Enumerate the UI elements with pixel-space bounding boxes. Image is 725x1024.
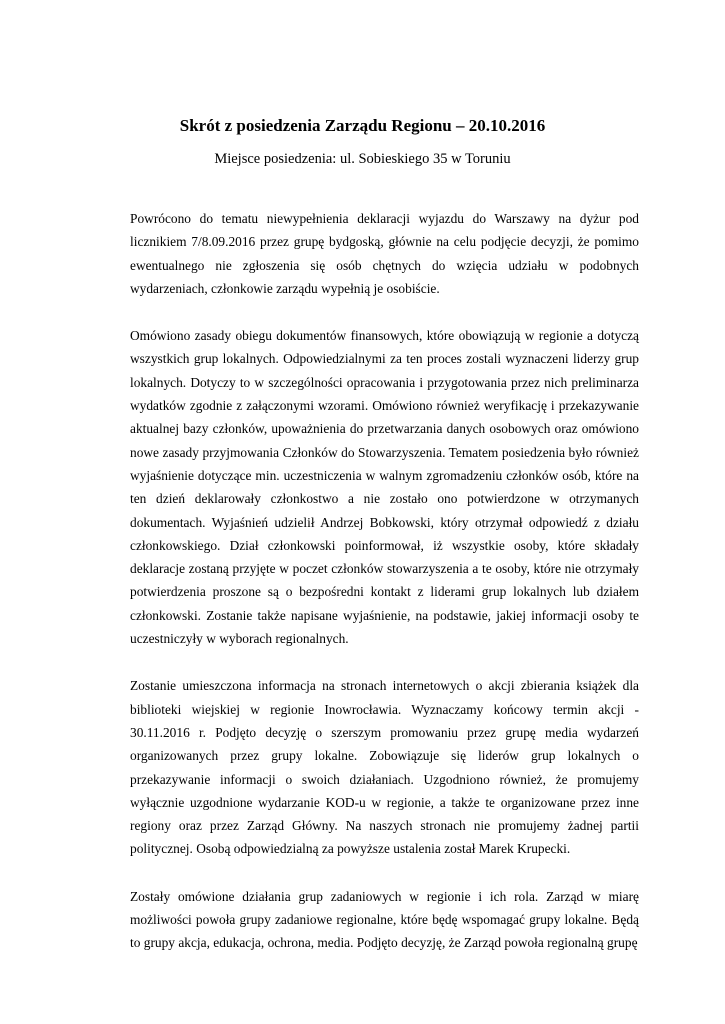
document-title: Skrót z posiedzenia Zarządu Regionu – 20.10.2016 (179, 116, 546, 135)
document-body (130, 207, 639, 979)
paragraph-3: Zostanie umieszczona informacja na stronach internetowych o akcji zbierania książek dla biblioteki wiejskiej w regionie Inowrocławia. Wyznaczamy końcowy termin akcji - 30.11.2016 r. Podjęto decyzję o szerszym promowaniu przez grupę media wydarzeń organizowanych przez grupy lokalne. Zobowiązuje się liderów grup lokalnych o przekazywanie informacji o swoich działaniach. Uzgodniono również, że promujemy wyłącznie uzgodnione wydarzanie KOD-u w regionie, a także te organizowane przez inne regiony oraz przez Zarząd Główny. Na naszych stronach nie promujemy żadnej partii politycznej. Osobą odpowiedzialną za powyższe ustalenia został Marek Krupecki. (130, 678, 639, 857)
meeting-location: Miejsce posiedzenia: ul. Sobieskiego 35 w Toruniu (214, 151, 511, 167)
paragraph-2: Omówiono zasady obiegu dokumentów finansowych, które obowiązują w regionie a dotyczą wszystkich grup lokalnych. Odpowiedzialnymi za ten proces zostali wyznaczeni liderzy grup lokalnych. Dotyczy to w szczególności opracowania i przygotowania przez nich preliminarza wydatków zgodnie z załączonymi wzorami. Omówiono również weryfikację i przekazywanie aktualnej bazy członków, upoważnienia do przetwarzania danych osobowych oraz omówiono nowe zasady przyjmowania Członków do Stowarzyszenia. Tematem posiedzenia było również wyjaśnienie dotyczące min. uczestniczenia w walnym zgromadzeniu członków osób, które na ten dzień deklarowały członkostwo a nie zostało ono potwierdzone w otrzymanych dokumentach. Wyjaśnień udzielił Andrzej Bobkowski, który otrzymał odpowiedź z działu członkowskiego. Dział członkowski poinformował, iż wszystkie osoby, które składały deklaracje zostaną przyjęte w poczet członków stowarzyszenia a te osoby, które nie otrzymały potwierdzenia proszone są o bezpośredni kontakt z liderami grup lokalnych lub działem członkowski. Zostanie także napisane wyjaśnienie, na podstawie, jakiej informacji osoby te uczestniczyły w wyborach regionalnych. (130, 328, 639, 647)
paragraph-1: Powrócono do tematu niewypełnienia deklaracji wyjazdu do Warszawy na dyżur pod licznikiem 7/8.09.2016 przez grupę bydgoską, głównie na celu podjęcie decyzji, że pomimo ewentualnego nie zgłoszenia się osób chętnych do wzięcia udziału w podobnych wydarzeniach, członkowie zarządu wypełnią je osobiście. (130, 211, 639, 296)
paragraph-4: Zostały omówione działania grup zadaniowych w regionie i ich rola. Zarząd w miarę możliwości powoła grupy zadaniowe regionalne, które będę wspomagać grupy lokalne. Będą to grupy akcja, edukacja, ochrona, media. Podjęto decyzję, że Zarząd powoła regionalną grupę (130, 888, 639, 951)
